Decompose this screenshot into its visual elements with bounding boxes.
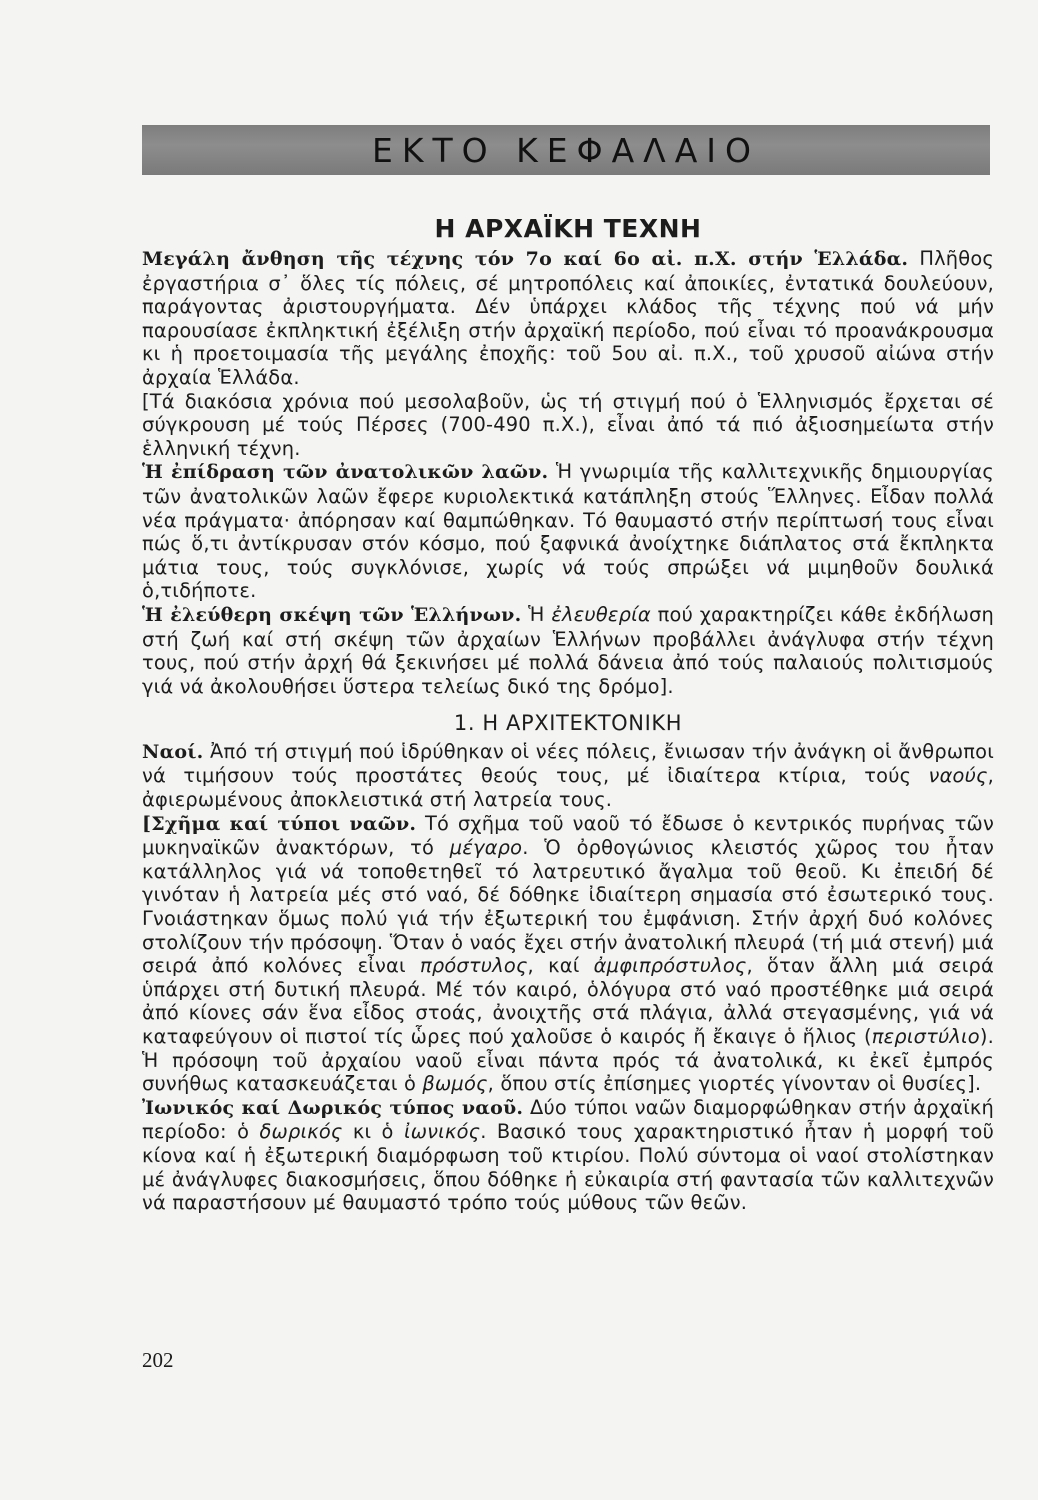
paragraph-free-thought-italic: ἐλευθερία xyxy=(551,602,651,626)
paragraph-temple-shape xyxy=(142,812,994,1096)
paragraph-temple-shape-lead: [Σχῆμα καί τύποι ναῶν. xyxy=(142,812,417,835)
paragraph-temple-shape-text-c: , καί xyxy=(527,954,594,978)
paragraph-intro-lead: Μεγάλη ἄνθηση τῆς τέχνης τόν 7ο καί 6ο αἰ. π.Χ. στήν Ἑλλάδα. xyxy=(142,248,909,270)
paragraph-temple-shape-text-f: , ὅπου στίς ἐπίσημες γιορτές γίνονταν οἱ θυσίες]. xyxy=(487,1072,982,1096)
paragraph-temples-text-b: , ἀφιερωμένους ἀποκλειστικά στή λατρεία τους. xyxy=(142,764,994,812)
paragraph-temple-types-text-c: . Βασικό τους χαρακτηριστικό ἦταν ἡ μορφή τοῦ κίονα καί ἡ ἐξωτερική διαμόρφωση τοῦ κτιρίου. Πολύ σύντομα οἱ ναοί στολίστηκαν μέ ἀνάγλυφες διακοσμήσεις, ὅπου δόθηκε ἡ εὐκαιρία στή φαντασία τῶν καλλιτεχνῶν νά παραστήσουν μέ θαυμαστό τρόπο τούς μύθους τῶν θεῶν. xyxy=(142,1120,994,1215)
paragraph-period xyxy=(142,390,994,461)
paragraph-temples xyxy=(142,740,994,812)
paragraph-temple-shape-text-b: . Ὁ ὀρθογώνιος κλειστός χῶρος του ἦταν κατάλληλος γιά νά τοποθετηθεῖ τό λατρευτικό ἄγαλμα τοῦ θεοῦ. Κι ἐπειδή δέ γινόταν ἡ λατρεία μές στό ναό, δέ δόθηκε ἰδιαίτερη σημασία στό ἐσωτερικό τους. Γνοιάστηκαν ὅμως πολύ γιά τήν ἐξωτερική του ἐμφάνιση. Στήν ἀρχή δυό κολόνες στολίζουν τήν πρόσοψη. Ὅταν ὁ ναός ἔχει στήν ἀνατολική πλευρά (τή μιά στενή) μιά σειρά ἀπό κολόνες εἶναι xyxy=(142,836,994,978)
paragraph-temple-shape-italic-prostylos: πρόστυλος xyxy=(419,954,528,978)
page-body xyxy=(142,247,994,1215)
paragraph-intro-text: Πλῆθος ἐργαστήρια σ᾽ ὅλες τίς πόλεις, σέ μητροπόλεις καί ἀποικίες, ἐντατικά δουλεύουν, παράγοντας ἀριστουργήματα. Δέν ὑπάρχει κλάδος τῆς τέχνης πού νά μήν παρουσίασε ἐκπληκτική ἐξέλιξη στήν ἀρχαϊκή περίοδο, πού εἶναι τό προανάκρουσμα κι ἡ προετοιμασία τῆς μεγάλης ἐποχῆς: τοῦ 5ου αἰ. π.Χ., τοῦ χρυσοῦ αἰώνα στήν ἀρχαία Ἑλλάδα. xyxy=(142,247,994,389)
chapter-banner-title: ΕΚΤΟ ΚΕΦΑΛΑΙΟ xyxy=(371,131,760,170)
paragraph-period-text: [Τά διακόσια χρόνια πού μεσολαβοῦν, ὡς τή στιγμή πού ὁ Ἑλληνισμός ἔρχεται σέ σύγκρουση μέ τούς Πέρσες (700-490 π.Χ.), εἶναι ἀπό τά πιό ἀξιοσημείωτα στήν ἑλληνική τέχνη. xyxy=(142,389,994,460)
paragraph-free-thought xyxy=(142,603,994,698)
paragraph-eastern-influence-lead: Ἡ ἐπίδραση τῶν ἀνατολικῶν λαῶν. xyxy=(142,461,549,484)
page-number: 202 xyxy=(142,1348,174,1372)
chapter-banner xyxy=(142,125,990,175)
paragraph-eastern-influence xyxy=(142,460,994,603)
paragraph-temple-types xyxy=(142,1096,994,1215)
paragraph-temple-shape-text-e: ). Ἡ πρόσοψη τοῦ ἀρχαίου ναοῦ εἶναι πάντα πρός τά ἀνατολικά, κι ἐκεῖ ἐμπρός συνήθως κατασκευάζεται ὁ xyxy=(142,1025,994,1096)
paragraph-free-thought-text-a: Ἡ xyxy=(521,602,552,626)
paragraph-temple-shape-text-d: , ὅταν ἄλλη μιά σειρά ὑπάρχει στή δυτική πλευρά. Μέ τόν καιρό, ὁλόγυρα στό ναό προστέθηκε μιά σειρά ἀπό κίονες σάν ἕνα εἶδος στοάς, ἀνοιχτῆς στά πλάγια, ἀλλά στεγασμένης, γιά νά καταφεύγουν οἱ πιστοί τίς ὧρες πού χαλοῦσε ὁ καιρός ἤ ἔκαιγε ὁ ἥλιος ( xyxy=(142,954,995,1048)
paragraph-temple-shape-italic-megaro: μέγαρο xyxy=(449,836,523,860)
paragraph-intro xyxy=(142,247,994,390)
paragraph-temples-italic: ναούς xyxy=(928,764,988,788)
paragraph-temples-lead: Ναοί. xyxy=(142,740,204,763)
paragraph-temple-types-text-a: Δύο τύποι ναῶν διαμορφώθηκαν στήν ἀρχαϊκή περίοδο: ὁ xyxy=(142,1095,994,1144)
paragraph-free-thought-text-b: πού χαρακτηρίζει κάθε ἐκδήλωση στή ζωή καί στή σκέψη τῶν ἀρχαίων Ἑλλήνων προβάλλει ἀνάγλυφα στήν τέχνη τους, πού στήν ἀρχή θά ξεκινήσει μέ πολλά δάνεια ἀπό τούς παλαιούς πολιτισμούς γιά νά ἀκολουθήσει ὕστερα τελείως δικό της δρόμο]. xyxy=(142,602,994,698)
paragraph-temple-types-text-b: κι ὁ xyxy=(342,1120,404,1144)
paragraph-temple-shape-italic-vomos: βωμός xyxy=(422,1072,488,1096)
paragraph-temple-types-italic-doric: δωρικός xyxy=(259,1120,343,1144)
paragraph-temple-types-italic-ionic: ἰωνικός xyxy=(403,1120,481,1144)
paragraph-temple-shape-italic-amphiprostylos: ἀμφιπρόστυλος xyxy=(593,954,747,978)
paragraph-temple-shape-text-a: Τό σχῆμα τοῦ ναοῦ τό ἔδωσε ὁ κεντρικός πυρήνας τῶν μυκηναϊκῶν ἀνακτόρων, τό xyxy=(142,811,994,860)
paragraph-temples-text-a: Ἀπό τή στιγμή πού ἱδρύθηκαν οἱ νέες πόλεις, ἔνιωσαν τήν ἀνάγκη οἱ ἄνθρωποι νά τιμήσουν τούς προστάτες θεούς τους, μέ ἰδιαίτερα κτίρια, τούς xyxy=(142,739,994,788)
chapter-title: Η ΑΡΧΑΪΚΗ ΤΕΧΝΗ xyxy=(434,214,702,243)
paragraph-free-thought-lead: Ἡ ἐλεύθερη σκέψη τῶν Ἑλλήνων. xyxy=(142,603,522,626)
paragraph-temple-types-lead: Ἰωνικός καί Δωρικός τύπος ναοῦ. xyxy=(142,1096,524,1119)
paragraph-eastern-influence-text: Ἡ γνωριμία τῆς καλλιτεχνικῆς δημιουργίας τῶν ἀνατολικῶν λαῶν ἔφερε κυριολεκτικά κατάπληξη στούς Ἕλληνες. Εἶδαν πολλά νέα πράγματα· ἀπόρησαν καί θαμπώθηκαν. Τό θαυμαστό στήν περίπτωσή τους εἶναι πώς ὅ,τι ἀντίκρυσαν στόν κόσμο, πού ξαφνικά ἀνοίχτηκε διάπλατος στά ἔκπληκτα μάτια τους, τούς συγκλόνισε, χωρίς νά τούς σπρώξει νά μιμηθοῦν δουλικά ὁ,τιδήποτε. xyxy=(142,460,994,603)
paragraph-temple-shape-italic-peristylio: περιστύλιο xyxy=(871,1025,980,1048)
section-heading-architecture: 1. Η ΑΡΧΙΤΕΚΤΟΝΙΚΗ xyxy=(453,711,683,736)
